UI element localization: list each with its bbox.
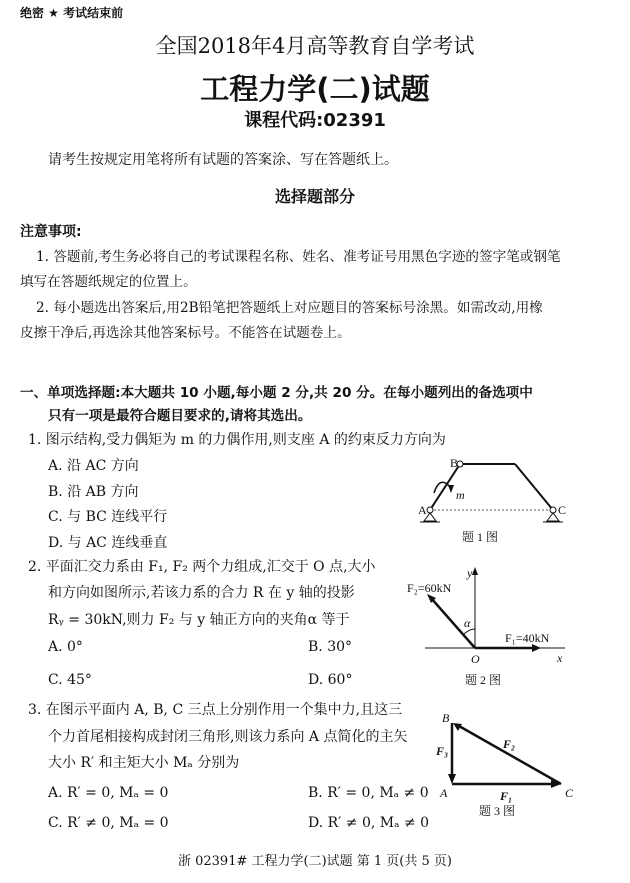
confidential-label: 绝密 ★ 考试结束前	[20, 6, 124, 20]
note-2-line-1: 2. 每小题选出答案后,用2B铅笔把答题纸上对应题目的答案标号涂黑。如需改动,用橡	[36, 300, 543, 316]
note-2-line-2: 皮擦干净后,再选涂其他答案标号。不能答在试题卷上。	[20, 325, 351, 341]
page-footer: 浙 02391# 工程力学(二)试题 第 1 页(共 5 页)	[177, 854, 452, 869]
label-y: y	[467, 566, 473, 580]
label-a: A	[440, 786, 448, 800]
option-a: A. R′ = 0, Mₐ = 0	[48, 785, 169, 801]
part-title: 选择题部分	[274, 187, 355, 206]
option-a: A. 0°	[48, 639, 83, 655]
exam-line: 全国2018年4月高等教育自学考试	[155, 34, 475, 58]
label-f1: F₁=40kN	[505, 631, 550, 645]
label-b: B	[450, 456, 459, 470]
option-c: C. R′ ≠ 0, Mₐ = 0	[48, 815, 169, 831]
question-text: 3. 在图示平面内 A, B, C 三点上分别作用一个集中力,且这三	[28, 702, 403, 718]
option-c: C. 45°	[48, 672, 92, 688]
note-1-line-1: 1. 答题前,考生务必将自己的考试课程名称、姓名、准考证号用黑色字迹的签字笔或钢笔	[36, 249, 561, 265]
label-c: C	[558, 503, 567, 517]
option-d: D. 与 AC 连线垂直	[48, 535, 168, 551]
question-text: 大小 R′ 和主矩大小 Mₐ 分别为	[48, 755, 240, 771]
figure-1-caption: 题 1 图	[462, 530, 499, 544]
figure-1	[410, 455, 580, 545]
question-text: 个力首尾相接构成封闭三角形,则该力系向 A 点简化的主矢	[48, 729, 408, 745]
figure-2-caption: 题 2 图	[465, 673, 502, 687]
note-1-line-2: 填写在答题纸规定的位置上。	[20, 274, 197, 290]
page-title: 工程力学(二)试题	[200, 72, 430, 106]
option-d: D. R′ ≠ 0, Mₐ ≠ 0	[308, 815, 430, 831]
question-text: 1. 图示结构,受力偶矩为 m 的力偶作用,则支座 A 的约束反力方向为	[28, 432, 446, 448]
label-f1: F₁	[500, 789, 513, 803]
label-alpha: α	[464, 616, 471, 630]
label-a: A	[418, 503, 427, 517]
notes-heading: 注意事项:	[20, 224, 82, 240]
figure-2	[405, 565, 575, 695]
option-b: B. 沿 AB 方向	[48, 484, 139, 500]
label-x: x	[557, 651, 563, 665]
label-o: O	[471, 652, 480, 666]
figure-3-caption: 题 3 图	[479, 804, 516, 818]
option-b: B. 30°	[308, 639, 353, 655]
figure-3	[435, 712, 585, 822]
label-f3: F₃	[436, 744, 449, 758]
label-b: B	[442, 711, 450, 725]
option-d: D. 60°	[308, 672, 353, 688]
question-text: 2. 平面汇交力系由 F₁, F₂ 两个力组成,汇交于 O 点,大小	[28, 559, 376, 575]
course-code: 课程代码:02391	[244, 110, 386, 131]
question-text: Rᵧ = 30kN,则力 F₂ 与 y 轴正方向的夹角α 等于	[48, 612, 350, 628]
section-heading-line-1: 一、单项选择题:本大题共 10 小题,每小题 2 分,共 20 分。在每小题列出的备选项中	[20, 385, 533, 401]
section-heading-line-2: 只有一项是最符合题目要求的,请将其选出。	[48, 408, 312, 424]
instruction: 请考生按规定用笔将所有试题的答案涂、写在答题纸上。	[48, 152, 398, 168]
label-f2: F₂=60kN	[407, 581, 452, 595]
label-f2: F₂	[503, 737, 516, 751]
question-text: 和方向如图所示,若该力系的合力 R 在 y 轴的投影	[48, 585, 355, 601]
label-c: C	[565, 786, 574, 800]
option-c: C. 与 BC 连线平行	[48, 509, 168, 525]
option-a: A. 沿 AC 方向	[48, 458, 139, 474]
option-b: B. R′ = 0, Mₐ ≠ 0	[308, 785, 429, 801]
label-m: m	[456, 488, 465, 502]
